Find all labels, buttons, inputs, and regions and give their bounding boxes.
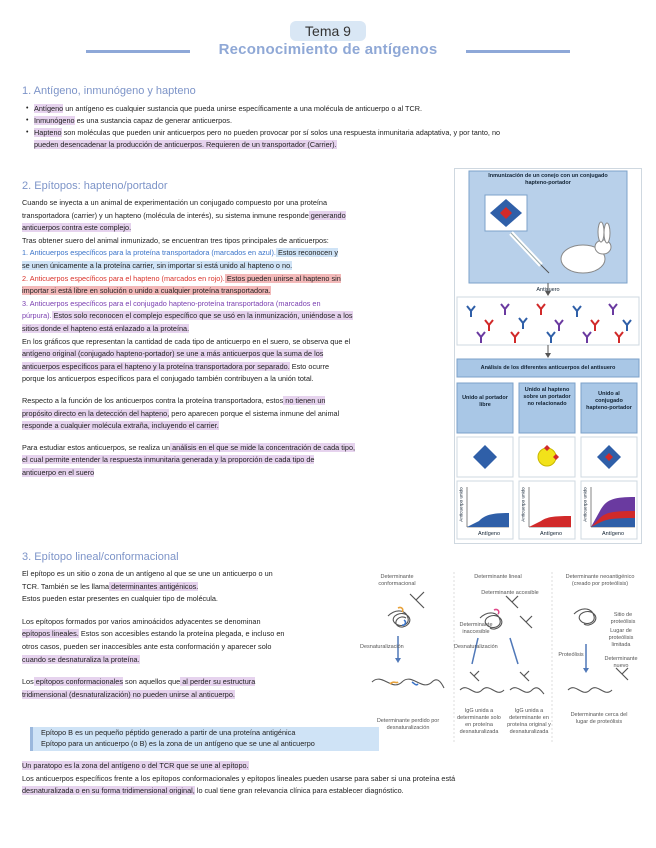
- fig1-col3-label: Unido al conjugado hapteno-portador: [586, 391, 632, 411]
- fig1-col1-label: Unido al portador libre: [462, 395, 508, 408]
- figure-hapten-carrier: [454, 168, 642, 544]
- fig1-ylabel-2: Anticuerpo unido: [520, 487, 526, 522]
- neoantigenic-protein: [574, 609, 596, 625]
- bullet-antigeno: • Antígeno un antígeno es cualquier sustancia que pueda unirse específicamente a una molécula de anticuerpo o al TCR.: [26, 104, 423, 113]
- fig2-c3-lugar: Lugar de proteólisis limitada: [608, 628, 634, 648]
- fig1-xlabel-1: Antígeno: [477, 531, 501, 537]
- fig1-top-label: Inmunización de un conejo con un conjugado hapteno-portador: [488, 173, 608, 186]
- fig2-c2-bot2: IgG unida a determinante en proteína original y desnaturalizada: [507, 708, 551, 735]
- figure-hapten-carrier-svg: [455, 169, 641, 543]
- fig2-c2-bot1: IgG unida a determinante solo en proteína desnaturalizada: [457, 708, 501, 735]
- fig2-c2-top: Determinante lineal: [474, 574, 522, 580]
- fig2-c2-acc: Determinante accesible: [481, 590, 539, 596]
- section-2-text: Cuando se inyecta a un animal de experimentación un conjugado compuesto por una proteína transportadora (carrier) y un hapteno (molécula de interés), su sistema inmune responde generando anticuerpos contra este complejo. Tras obtener suero del animal inmunizado, se encuentran tres tipos principales de anticuerpos: 1. Anticuerpos específicos para la proteína transportadora (marcados en azul). Estos reconocen y se unen únicamente a la proteína carrier, sin importar si está unido al hapteno o no. 2. Anticuerpos específicos para el hapteno (marcados en rojo). Estos pueden unirse al hapteno sin importar si está libre en solución o unido a cualquier proteína transportadora. 3. Anticuerpos específicos para el conjugado hapteno-proteína transportadora (marcados en púrpura). Estos solo reconocen el complejo específico que se usó en la inmunización, uniéndose a los sitios donde el hapteno está enlazado a la proteína. En los gráficos que representan la cantidad de cada tipo de anticuerpo en el suero, se observa que el antígeno original (conjugado hapteno-portador) se une a más anticuerpos que la suma de los anticuerpos específicos para el hapteno y la proteína transportadora por separado. Esto ocurre porque los anticuerpos específicos para el conjugado también contribuyen a la unión total. Respecto a la función de los anticuerpos contra la proteína transportadora, estos no tienen un propósito directo en la detección del hapteno, pero aparecen porque el sistema inmune del animal responde a cualquier molécula extraña, incluyendo el carrier. Para estudiar estos anticuerpos, se realiza un análisis en el que se mide la concentración de cada tipo, el cual permite entender la respuesta inmunitaria generada y la proporción de cada tipo de anticuerpo en el suero: [22, 198, 356, 477]
- fig2-c1-mid: Desnaturalización: [360, 644, 404, 650]
- fig2-c2-inacc: Determinante inaccesible: [459, 622, 493, 635]
- fig2-c3-mid: Proteólisis: [558, 652, 584, 658]
- bullet-hapteno-cont: pueden desencadenar la producción de anticuerpos. Requieren de un transportador (Carrier).: [34, 140, 337, 149]
- fig2-c3-nuevo: Determinante nuevo: [604, 656, 638, 669]
- title-rule-right: [466, 50, 570, 53]
- figure-epitopes: [360, 572, 642, 742]
- fig2-c3-top: Determinante neoantigénico (creado por proteólisis): [565, 574, 635, 587]
- page-title: Reconocimiento de antígenos: [218, 41, 438, 58]
- term-antigeno: Antígeno: [34, 104, 64, 113]
- antibody-c2: [506, 596, 532, 628]
- topic-tag: Tema 9: [290, 21, 366, 41]
- term-inmunogeno: Inmunógeno: [34, 116, 75, 125]
- antibody-c1: [410, 592, 424, 608]
- bullet-hapteno: • Hapteno son moléculas que pueden unir anticuerpos pero no pueden provocar por sí solos una respuesta inmunitaria adaptativa, y por tanto, no: [26, 128, 501, 137]
- antiserum-panel: [457, 297, 639, 345]
- fig1-ylabel-1: Anticuerpo unido: [458, 487, 464, 522]
- fig1-antisuero-label: Antisuero: [536, 287, 560, 293]
- section-3-text: El epítopo es un sitio o zona de un antígeno al que se une un anticuerpo o un TCR. También se les llama determinantes antigénicos. Estos pueden estar presentes en cualquier tipo de molécula. Los epítopos formados por varios aminoácidos adyacentes se denominan epítopos lineales. Estos son accesibles estando la proteína plegada, e incluso en otros casos, pueden ser inaccesibles ante esta conformación y aparecer solo cuando se desnaturaliza la proteína. Los epítopos conformacionales son aquellos que al perder su estructura tridimensional (desnaturalización) no pueden unirse al anticuerpo.: [22, 569, 285, 699]
- section-2-heading: 2. Epítopos: hapteno/portador: [22, 180, 168, 192]
- fig2-c1-top: Determinante conformacional: [378, 574, 416, 587]
- bullet-inmunogeno: • Inmunógeno es una sustancia capaz de generar anticuerpos.: [26, 116, 232, 125]
- quote-line-1: Epítopo B es un pequeño péptido generado a partir de una proteína antigénica: [41, 728, 296, 737]
- quote-line-2: Epítopo para un anticuerpo (o B) es la zona de un antígeno que se une al anticuerpo: [41, 739, 315, 748]
- fig2-c3-bot: Determinante cerca del lugar de proteólisis: [570, 712, 628, 725]
- fig2-c3-sitio: Sitio de proteólisis: [610, 612, 636, 625]
- fig1-ylabel-3: Anticuerpo unido: [582, 487, 588, 522]
- section-1-heading: 1. Antígeno, inmunógeno y hapteno: [22, 85, 196, 97]
- fig1-xlabel-3: Antígeno: [601, 531, 625, 537]
- term-hapteno: Hapteno: [34, 128, 62, 137]
- section-3-heading: 3. Epítopo lineal/conformacional: [22, 551, 179, 563]
- section-3-closing: Un paratopo es la zona del antígeno o del TCR que se une al epítopo. Los anticuerpos específicos frente a los epítopos conformacionales y epítopos lineales pueden usarse para saber si una proteína está desnaturalizada o en su forma tridimensional original, lo cual tiene gran relevancia clínica para establecer diagnóstico.: [22, 761, 456, 796]
- title-rule-left: [86, 50, 190, 53]
- fig1-col2-label: Unido al hapteno sobre un portador no relacionado: [523, 387, 571, 407]
- quote-box: [30, 727, 379, 751]
- fig2-c1-bot: Determinante perdido por desnaturalización: [376, 718, 440, 731]
- conformational-protein: [388, 607, 410, 627]
- fig1-xlabel-2: Antígeno: [539, 531, 563, 537]
- fig1-analysis-label: Análisis de los diferentes anticuerpos del antisuero: [480, 365, 616, 371]
- fig2-c2-mid: Desnaturalización: [454, 644, 498, 650]
